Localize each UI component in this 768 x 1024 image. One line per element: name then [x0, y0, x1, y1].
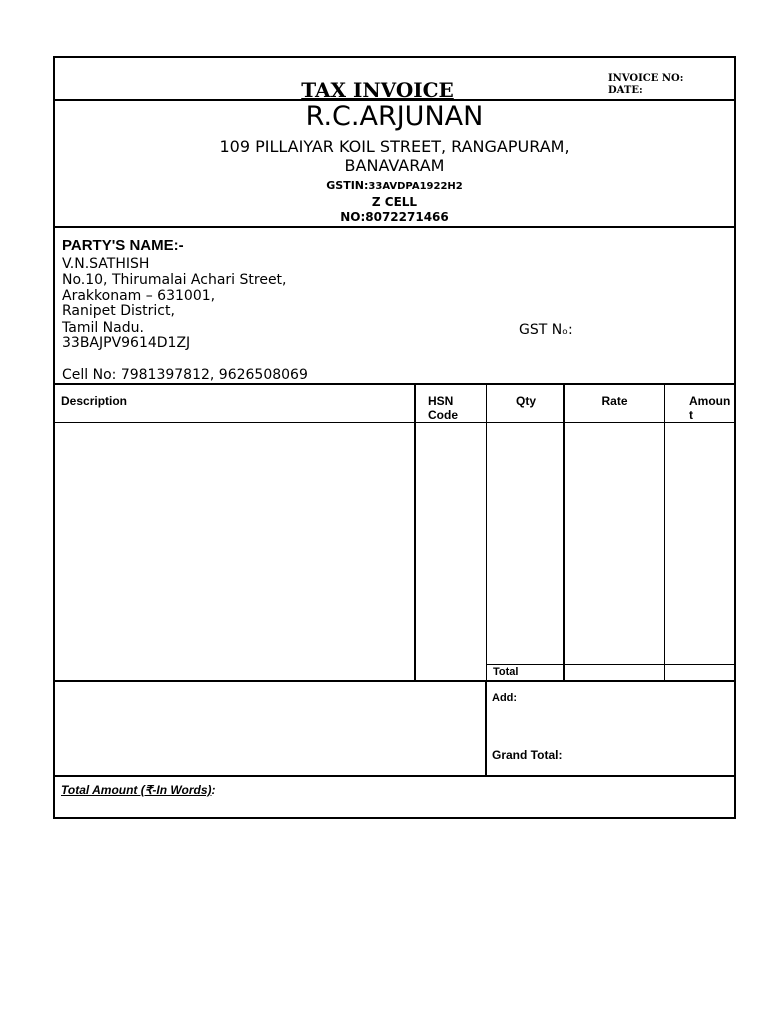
party-name-label: PARTY'S NAME:- [62, 237, 184, 254]
col-header-hsn-line1: HSN [428, 394, 454, 408]
divider-party [53, 383, 736, 385]
border-right [734, 56, 736, 819]
col-header-hsn [428, 394, 458, 422]
col-header-amount-line1: Amoun [689, 394, 731, 408]
col-line-amount [664, 383, 665, 681]
company-cell-line1: Z CELL [371, 195, 418, 209]
divider-table-header [53, 422, 736, 423]
amount-in-words-label: Total Amount (₹-In Words) [61, 783, 212, 797]
col-line-rate [563, 383, 565, 681]
col-header-description: Description [61, 394, 128, 408]
divider-table-bottom [53, 680, 736, 682]
party-address-line2: Arakkonam – 631001, [62, 288, 216, 304]
date-label: DATE: [608, 85, 643, 96]
party-address-line4: Tamil Nadu. [62, 320, 144, 336]
company-address-line1: 109 PILLAIYAR KOIL STREET, RANGAPURAM, [219, 137, 570, 156]
divider-summary [53, 775, 736, 777]
col-header-rate: Rate [601, 394, 628, 408]
gst-no-label: GST Nₒ: [519, 322, 573, 338]
invoice-title: TAX INVOICE [301, 78, 454, 102]
col-header-amount-line2: t [689, 408, 693, 422]
col-line-hsn [414, 383, 416, 681]
party-cell: Cell No: 7981397812, 9626508069 [62, 367, 308, 383]
party-gst-number: 33BAJPV9614D1ZJ [62, 335, 191, 351]
party-name: V.N.SATHISH [62, 256, 150, 272]
company-name: R.C.ARJUNAN [305, 101, 484, 132]
amount-in-words [61, 783, 216, 797]
gstin-label: GSTIN: [326, 179, 369, 192]
company-address-line2: BANAVARAM [344, 156, 445, 175]
total-label: Total [493, 666, 519, 678]
col-line-qty [486, 383, 487, 681]
gstin-value: 33AVDPA1922H2 [368, 181, 463, 192]
col-header-qty: Qty [515, 394, 536, 408]
divider-company [53, 226, 736, 228]
col-header-hsn-line2: Code [428, 408, 458, 422]
party-address-line3: Ranipet District, [62, 303, 175, 319]
col-line-summary [485, 680, 487, 777]
col-header-amount [689, 394, 730, 422]
add-label: Add: [492, 692, 518, 704]
border-bottom [53, 817, 736, 819]
grand-total-label: Grand Total: [492, 748, 563, 762]
party-address-line1: No.10, Thirumalai Achari Street, [62, 272, 287, 288]
company-cell-line2: NO:8072271466 [340, 210, 449, 224]
company-gstin [55, 179, 734, 194]
invoice-no-label: INVOICE NO: [608, 73, 684, 84]
divider-total-row [486, 664, 736, 665]
amount-in-words-colon: : [211, 783, 216, 797]
border-top [53, 56, 736, 58]
